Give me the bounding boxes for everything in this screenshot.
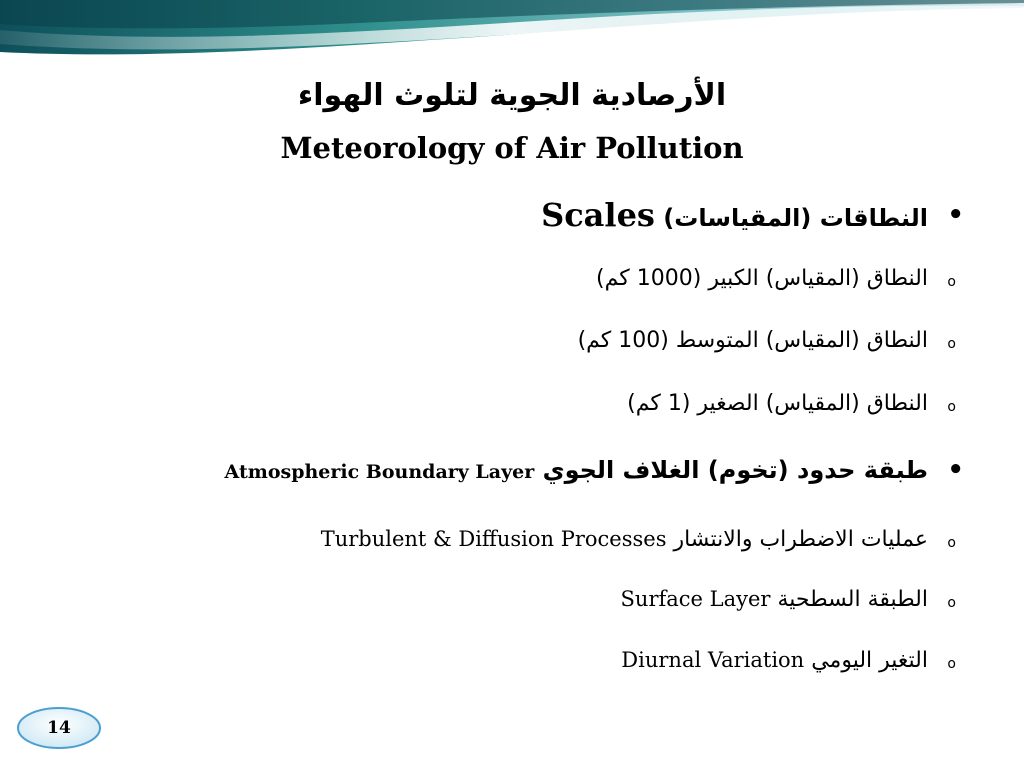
sub-bullet-turbulent — [320, 527, 956, 552]
bullet-symbol: • — [947, 455, 964, 485]
bullet-text-english: Atmospheric Boundary Layer — [224, 461, 535, 483]
page-number: 14 — [47, 718, 71, 738]
bullet-text-arabic: النطاقات (المقياسات) — [663, 204, 928, 232]
bullet-boundary-layer — [224, 455, 964, 485]
sub-bullet-symbol: o — [947, 655, 956, 672]
bullet-text-arabic: طبقة حدود (تخوم) الغلاف الجوي — [542, 456, 928, 484]
page-number-badge — [16, 706, 102, 750]
sub-bullet-text: النطاق (المقياس) الصغير (1 كم) — [627, 391, 928, 416]
sub-bullet-text-arabic: عمليات الاضطراب والانتشار — [673, 527, 928, 552]
sub-bullet-text-arabic: الطبقة السطحية — [777, 587, 928, 612]
sub-bullet-symbol: o — [947, 398, 956, 415]
sub-bullet-text: النطاق (المقياس) المتوسط (100 كم) — [577, 328, 928, 353]
sub-bullet-surface-layer — [620, 587, 956, 612]
slide-title-english: Meteorology of Air Pollution — [280, 131, 744, 165]
sub-bullet-text-english: Surface Layer — [620, 587, 771, 611]
sub-bullet-large-scale — [596, 266, 956, 291]
slide-title-arabic: الأرصادية الجوية لتلوث الهواء — [297, 78, 727, 113]
sub-bullet-symbol: o — [947, 335, 956, 352]
sub-bullet-text: النطاق (المقياس) الكبير (1000 كم) — [596, 266, 928, 291]
sub-bullet-symbol: o — [947, 273, 956, 290]
sub-bullet-text-arabic: التغير اليومي — [811, 648, 928, 673]
bullet-text-english: Scales — [541, 196, 655, 234]
sub-bullet-text-english: Turbulent & Diffusion Processes — [320, 527, 667, 551]
sub-bullet-symbol: o — [947, 594, 956, 611]
bullet-scales — [541, 196, 964, 234]
wave-decoration — [0, 0, 1024, 62]
top-wave-banner — [0, 0, 1024, 62]
sub-bullet-symbol: o — [947, 534, 956, 551]
sub-bullet-medium-scale — [577, 328, 956, 353]
bullet-symbol: • — [947, 200, 964, 230]
sub-bullet-small-scale — [627, 391, 956, 416]
sub-bullet-text-english: Diurnal Variation — [621, 648, 805, 672]
sub-bullet-diurnal — [621, 648, 956, 673]
